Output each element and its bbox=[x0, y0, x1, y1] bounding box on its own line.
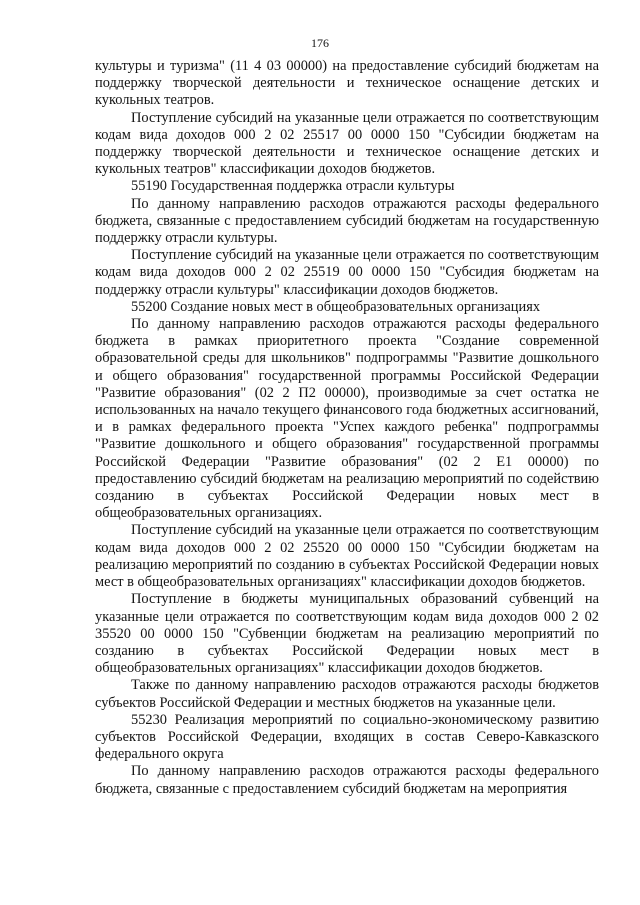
paragraph: Поступление субсидий на указанные цели отражается по соответствующим кодам вида доходов 000 2 02 25519 00 0000 150 "Субсидия бюджетам на поддержку отрасли культуры" классификации доходов бюджетов. bbox=[95, 247, 599, 298]
paragraph: По данному направлению расходов отражаются расходы федерального бюджета в рамках приоритетного проекта "Создание современной образовательной среды для школьников" подпрограммы "Развитие дошкольного и общего образования" государственной программы Российской Федерации "Развитие образования" (02 2 П2 00000), производимые за счет остатка не использованных на начало текущего финансового года бюджетных ассигнований, и в рамках федерального проекта "Успех каждого ребенка" подпрограммы "Развитие дошкольного и общего образования" государственной программы Российской Федерации "Развитие образования" (02 2 Е1 00000) по предоставлению субсидий бюджетам на реализацию мероприятий по содействию созданию в субъектах Российской Федерации новых мест в общеобразовательных организациях. bbox=[95, 316, 599, 522]
paragraph: По данному направлению расходов отражаются расходы федерального бюджета, связанные с предоставлением субсидий бюджетам на государственную поддержку отрасли культуры. bbox=[95, 195, 599, 247]
section-heading: 55230 Реализация мероприятий по социально-экономическому развитию субъектов Российской Федерации, входящих в состав Северо-Кавказского федерального округа bbox=[95, 711, 599, 763]
paragraph: По данному направлению расходов отражаются расходы федерального бюджета, связанные с предоставлением субсидий бюджетам на мероприятия bbox=[95, 763, 599, 797]
document-body bbox=[95, 58, 599, 798]
paragraph: Также по данному направлению расходов отражаются расходы бюджетов субъектов Российской Федерации и местных бюджетов на указанные цели. bbox=[95, 677, 599, 711]
paragraph: Поступление субсидий на указанные цели отражается по соответствующим кодам вида доходов 000 2 02 25520 00 0000 150 "Субсидии бюджетам на реализацию мероприятий по созданию в субъектах Российской Федерации новых мест в общеобразовательных организациях" классификации доходов бюджетов. bbox=[95, 522, 599, 591]
paragraph: Поступление субсидий на указанные цели отражается по соответствующим кодам вида доходов 000 2 02 25517 00 0000 150 "Субсидии бюджетам на поддержку творческой деятельности и техническое оснащение детских и кукольных театров" классификации доходов бюджетов. bbox=[95, 109, 599, 178]
paragraph: культуры и туризма" (11 4 03 00000) на предоставление субсидий бюджетам на поддержку творческой деятельности и техническое оснащение детских и кукольных театров. bbox=[95, 58, 599, 109]
page-number: 176 bbox=[311, 36, 329, 50]
section-heading: 55200 Создание новых мест в общеобразовательных организациях bbox=[131, 298, 541, 315]
section-heading: 55190 Государственная поддержка отрасли культуры bbox=[131, 178, 455, 195]
paragraph: Поступление в бюджеты муниципальных образований субвенций на указанные цели отражается по соответствующим кодам вида доходов 000 2 02 35520 00 0000 150 "Субвенции бюджетам на реализацию мероприятий по созданию в субъектах Российской Федерации новых мест в общеобразовательных организациях" классификации доходов бюджетов. bbox=[95, 591, 599, 677]
